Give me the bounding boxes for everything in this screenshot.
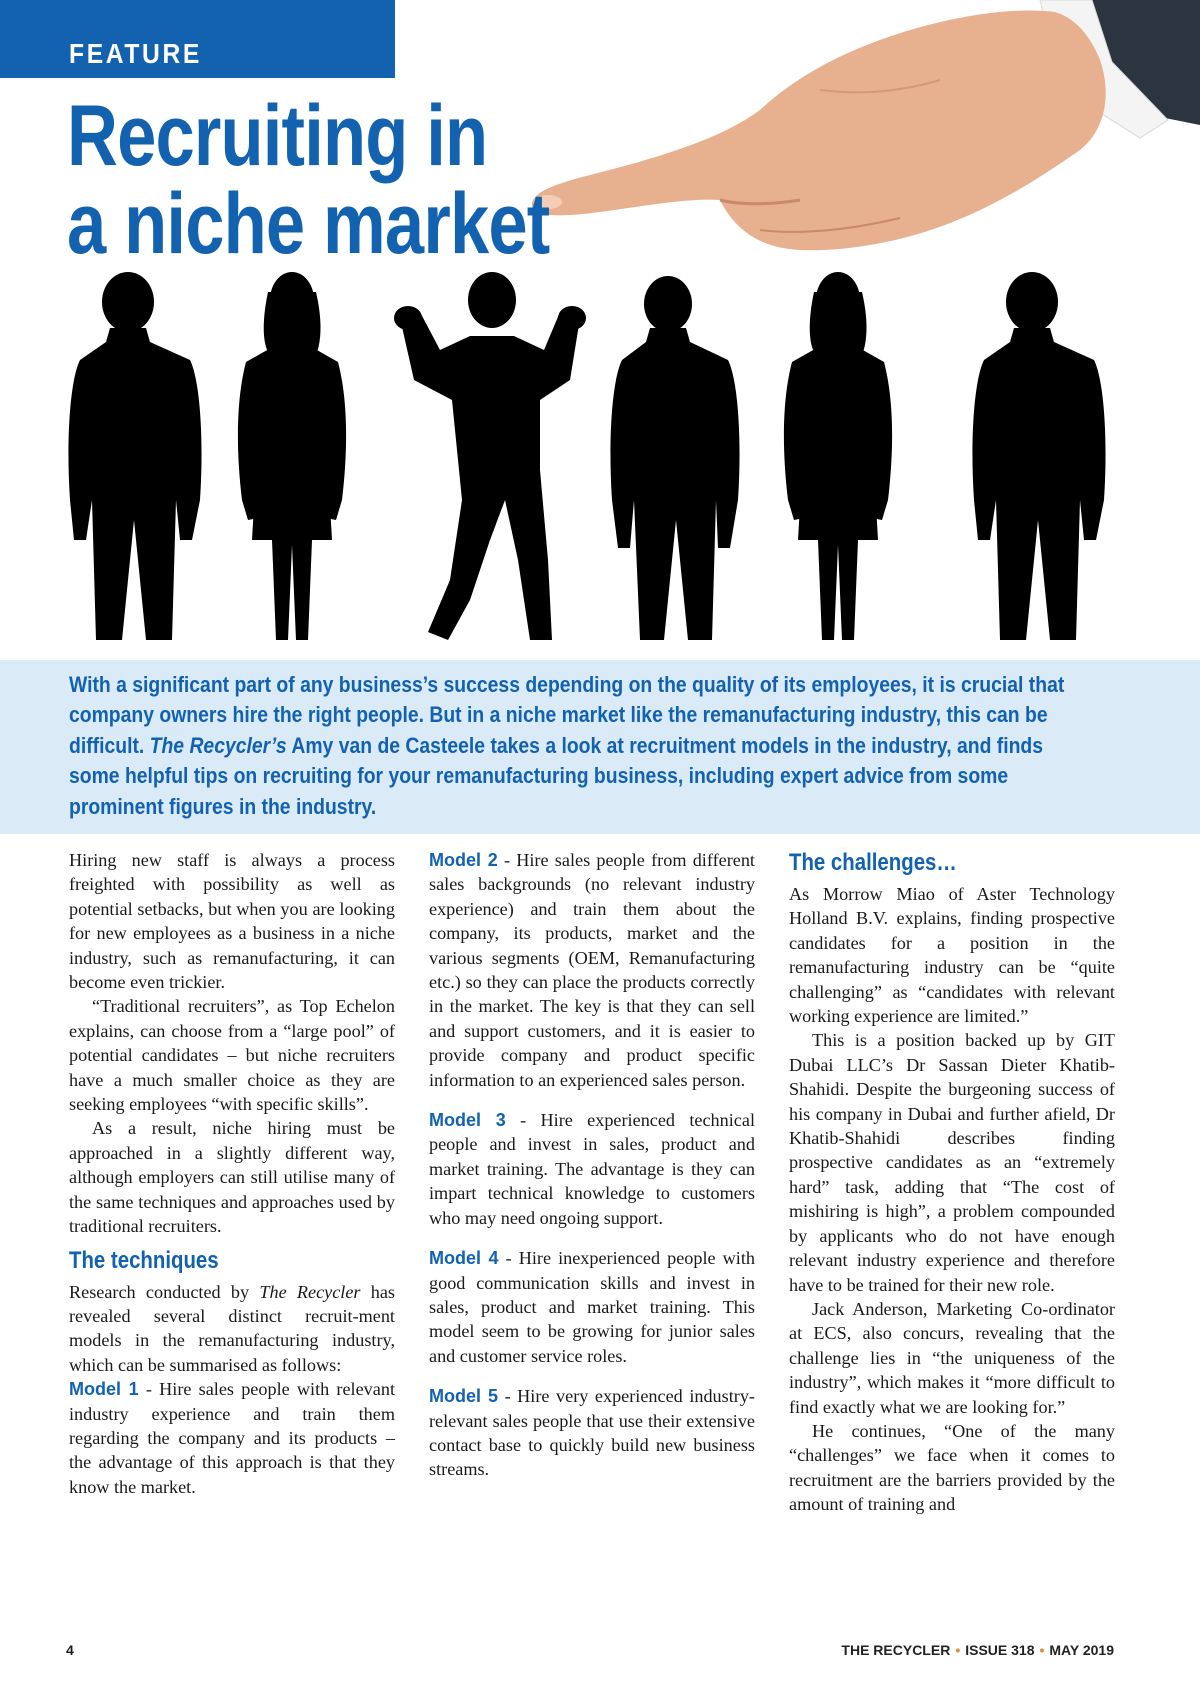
separator-dot: • [1039,1642,1045,1658]
pointing-hand-icon [532,0,1200,250]
standfirst-part-1: With a significant part of any business’s success depending on the quality of its employees, it is crucial that company owners hire the right people. But in a niche market like the remanufacturing industry, this can be difficult. [69,672,1065,758]
model-1-paragraph [69,1377,395,1499]
silhouette-figure [610,276,739,640]
model-label: Model 1 [69,1379,139,1400]
model-text: - Hire sales people with relevant industry experience and train them regarding the company and its products – the advantage of this approach is that they know the market. [69,1379,395,1497]
paragraph: “Traditional recruiters”, as Top Echelon explains, can choose from a “large pool” of potential candidates – but niche recruiters have a much smaller choice as they are seeking employees “with specific skills”. [69,996,395,1115]
standfirst-box [0,660,1200,834]
silhouette-figure [238,272,346,640]
model-text: - Hire experienced technical people and invest in sales, product and market training. The advantage is they can impart technical knowledge to customers who may need ongoing support. [429,1110,755,1228]
subheading-challenges: The challenges… [789,849,957,876]
footer-date: MAY 2019 [1049,1642,1114,1658]
paragraph: Hiring new staff is always a process freighted with possibility as well as potential setbacks, but when you are looking for new employees as a business in a niche industry, such as remanufacturing, it can become even trickier. [69,850,395,993]
article-column-3 [789,848,1115,1517]
separator-dot: • [955,1642,961,1658]
paragraph: As Morrow Miao of Aster Technology Holland B.V. explains, finding prospective candidates for a position in the remanufacturing industry can be “quite challenging” as “candidates with relevant working experience are limited.” [789,884,1115,1027]
standfirst-text [69,670,1090,822]
standfirst-publication: The Recycler’s [149,732,287,758]
silhouette-figure [68,272,201,640]
article-column-1 [69,848,395,1499]
model-text: - Hire sales people from different sales backgrounds (no relevant industry experience) and train them about the company, its products, market and the various segments (OEM, Remanufacturing etc.) so they can place the products correctly in the market. The key is that they can sell and support customers, and it is easier to provide company and product specific information to an experienced sales person. [429,850,755,1090]
footer-issue: ISSUE 318 [965,1642,1035,1658]
paragraph-text: has revealed several distinct recruit-ment models in the remanufacturing industry, which can be summarised as follows: [69,1281,396,1375]
paragraph: Jack Anderson, Marketing Co-ordinator at ECS, also concurs, revealing that the challenge lies in “the uniqueness of the industry”, which makes it “more difficult to find exactly what we are looking for.” [789,1298,1115,1417]
paragraph: As a result, niche hiring must be approached in a slightly different way, although employers can still utilise many of the same techniques and approaches used by traditional recruiters. [69,1118,395,1237]
publication-name: The Recycler [259,1281,361,1302]
footer-publication: THE RECYCLER [841,1642,951,1658]
model-label: Model 3 [429,1110,506,1131]
headline [67,88,550,272]
model-text: - Hire inexperienced people with good communication skills and invest in sales, product and market training. This model seem to be growing for junior sales and customer service roles. [429,1248,755,1366]
section-label: FEATURE [69,38,203,69]
model-3-paragraph [429,1108,755,1230]
headline-line-1: Recruiting in [67,88,488,184]
standfirst-part-2: Amy van de Casteele takes a look at recruitment models in the industry, and finds some helpful tips on recruiting for your remanufacturing business, including expert advice from some prominent figures in the industry. [69,732,1044,819]
paragraph [69,1280,395,1378]
silhouette-figure [972,272,1105,640]
model-4-paragraph [429,1246,755,1368]
subheading-techniques: The techniques [69,1246,219,1274]
model-label: Model 2 [429,850,498,870]
silhouette-figure [394,272,586,640]
silhouette-figure [784,272,892,640]
paragraph-text: Research conducted by [69,1281,260,1302]
model-label: Model 4 [429,1248,499,1269]
paragraph: He continues, “One of the many “challenges” we face when it comes to recruitment are the barriers provided by the amount of training and [789,1420,1115,1515]
article-column-2 [429,848,755,1482]
running-footer [841,1642,1114,1658]
model-text: - Hire very experienced industry-relevant sales people that use their extensive contact base to quickly build new business streams. [429,1386,755,1480]
model-5-paragraph [429,1384,755,1482]
headline-line-2: a niche market [67,176,550,272]
page-number: 4 [66,1642,74,1658]
feature-banner [0,0,395,78]
model-2-paragraph [429,848,755,1092]
model-label: Model 5 [429,1386,499,1407]
paragraph: This is a position backed up by GIT Dubai LLC’s Dr Sassan Dieter Khatib-Shahidi. Despite the burgeoning success of his company in Dubai and further afield, Dr Khatib-Shahidi describes finding prospective candidates as an “extremely hard” task, adding that “The cost of mishiring is high”, a problem compounded by applicants who do not have enough relevant industry experience and therefore have to be trained for their new role. [789,1030,1115,1295]
